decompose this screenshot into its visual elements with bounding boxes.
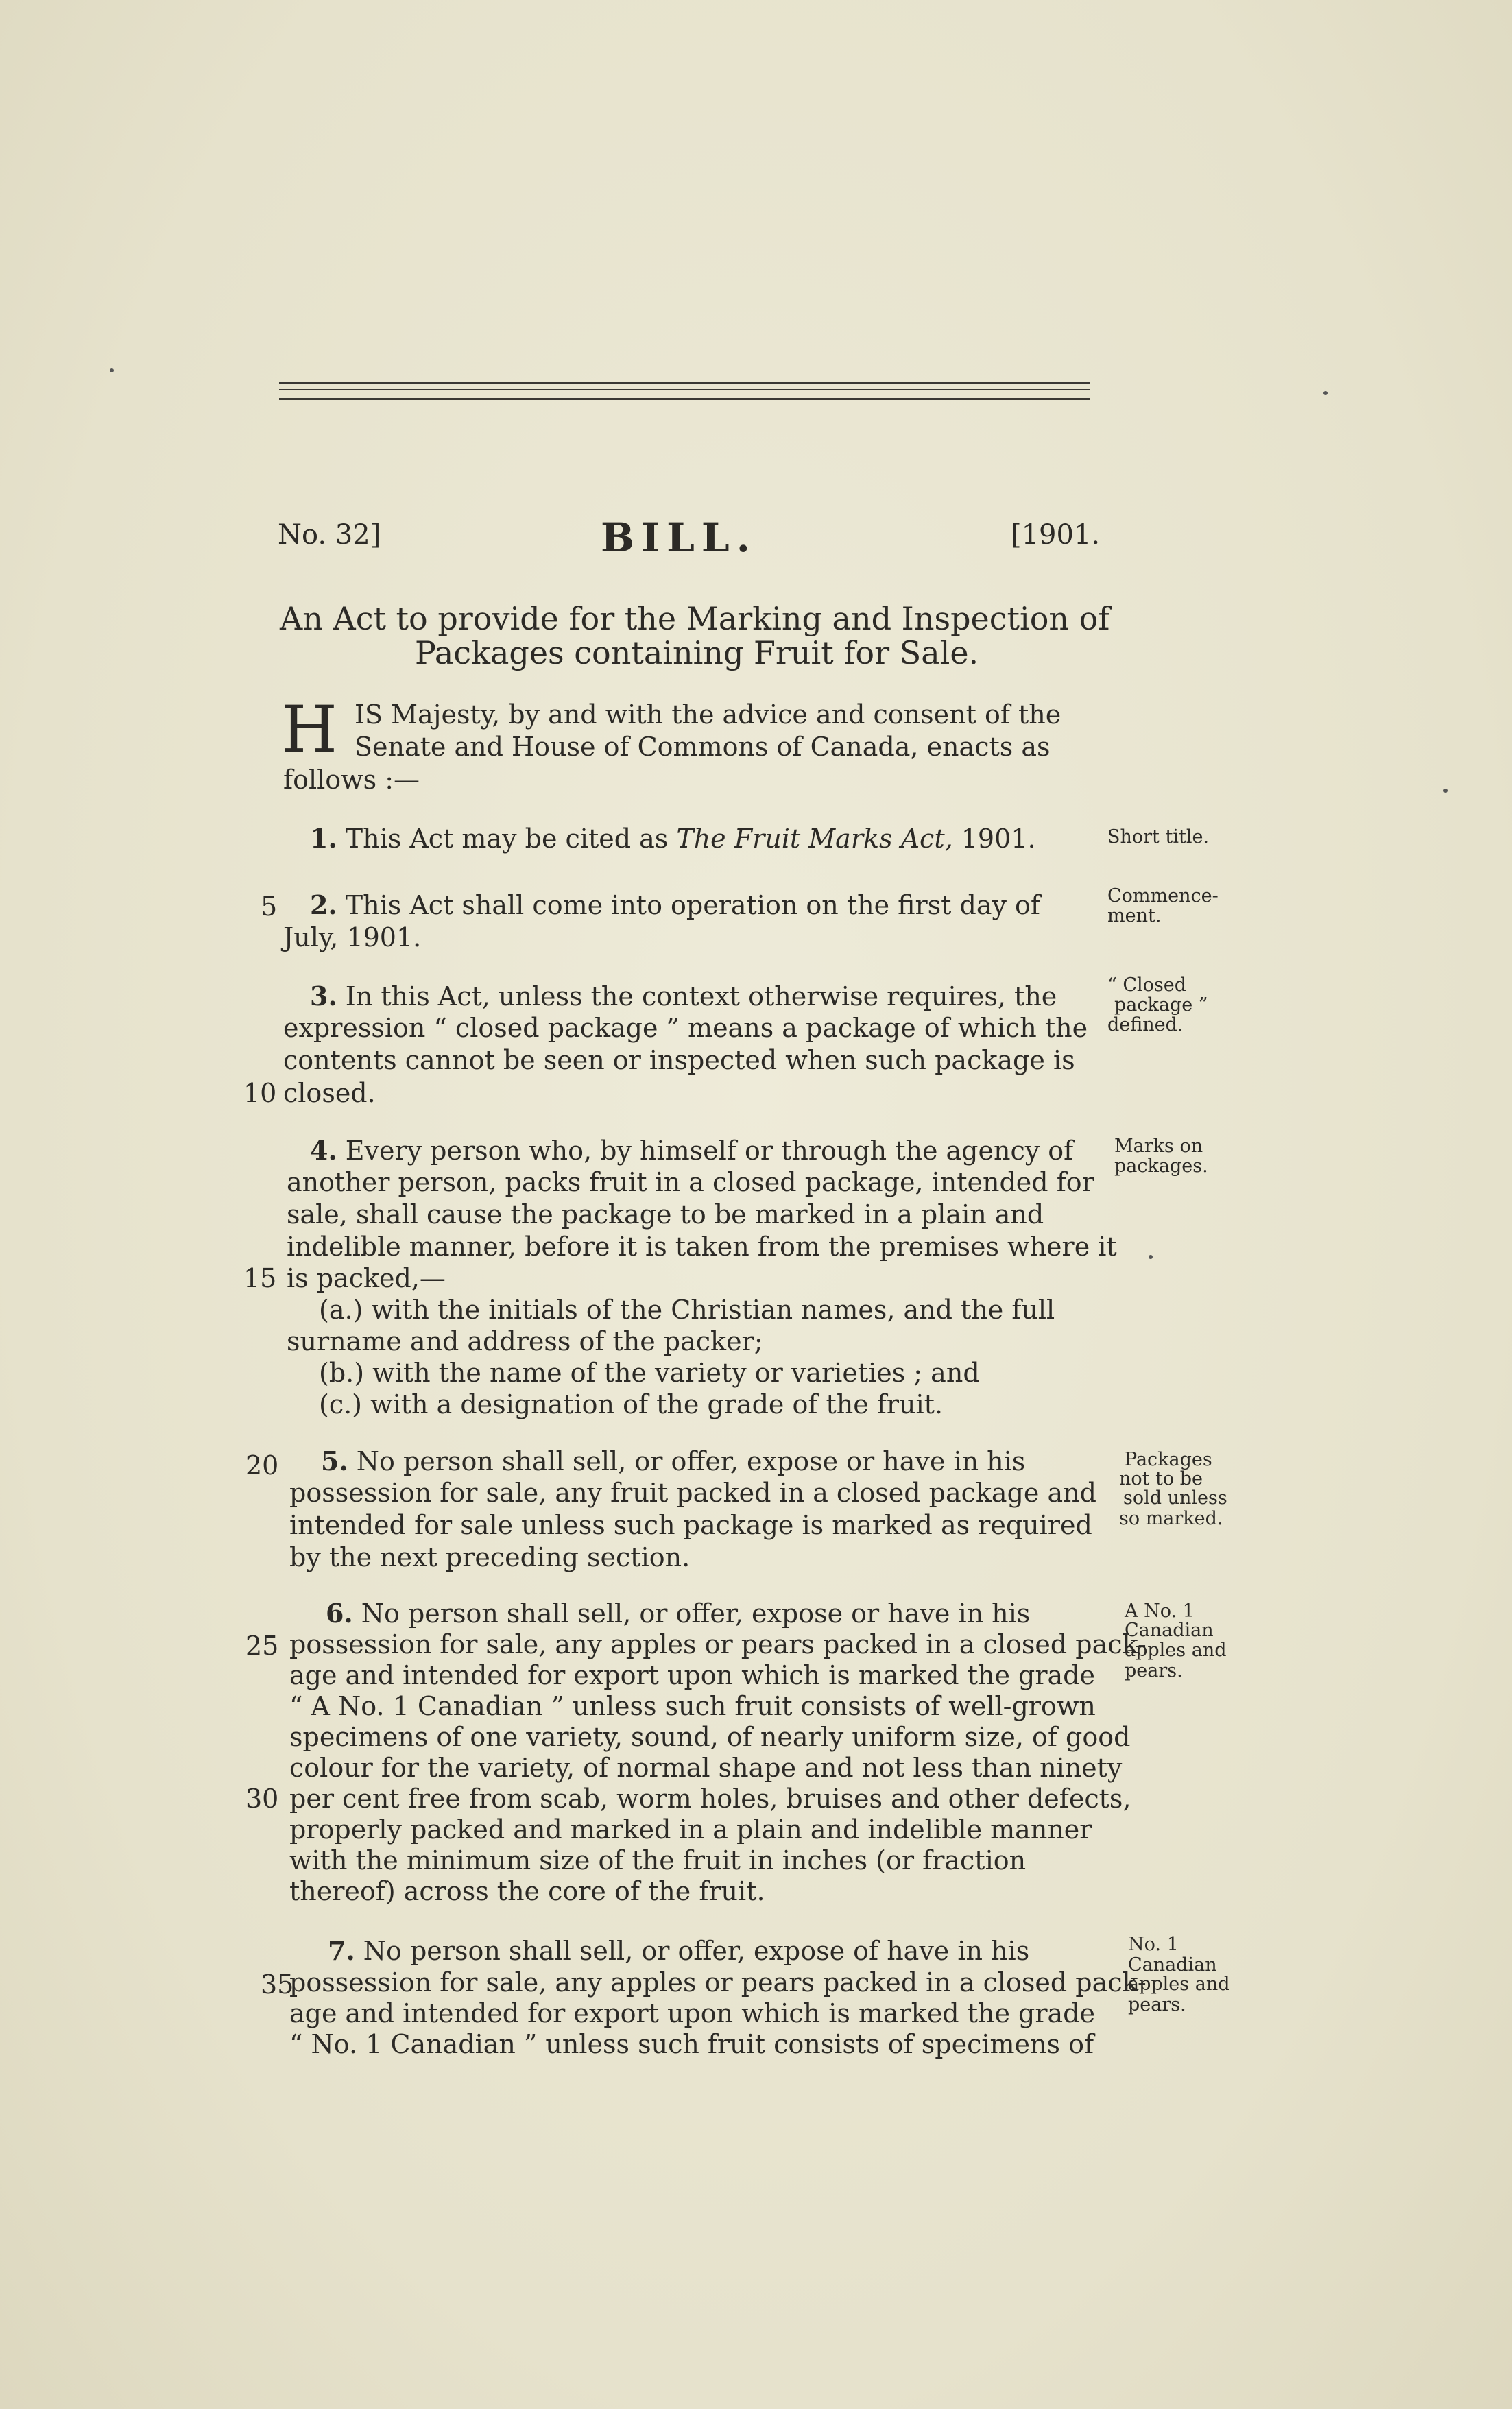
- section-4-line: [310, 1135, 1073, 1166]
- preamble-dropcap: H: [281, 693, 337, 767]
- section-6-line: with the minimum size of the fruit in inches (or fraction: [289, 1845, 1027, 1875]
- margin-note: apples and: [1128, 1974, 1230, 1995]
- section-5-line: intended for sale unless such package is marked as required: [289, 1510, 1092, 1540]
- section-3-line: [310, 981, 1057, 1011]
- section-6-line: possession for sale, any apples or pears packed in a closed pack-: [289, 1629, 1147, 1659]
- section-text: Every person who, by himself or through the agency of: [345, 1136, 1074, 1166]
- line-number: 5: [261, 891, 278, 922]
- margin-note: Canadian: [1128, 1954, 1217, 1976]
- section-1-line: [310, 823, 1036, 854]
- section-4-line: (a.) with the initials of the Christian names, and the full: [319, 1295, 1055, 1325]
- paper-speck: [1443, 789, 1448, 793]
- section-number: 6.: [326, 1598, 353, 1629]
- line-number: 35: [261, 1969, 294, 2000]
- section-6-line: properly packed and marked in a plain and indelible manner: [289, 1814, 1092, 1845]
- margin-note: pears.: [1128, 1994, 1186, 2015]
- margin-note: Marks on: [1114, 1136, 1203, 1157]
- section-7-line: [328, 1935, 1029, 1966]
- margin-note: Commence-: [1107, 885, 1219, 907]
- section-4-line: sale, shall cause the package to be marked in a plain and: [287, 1199, 1044, 1230]
- section-4-line: surname and address of the packer;: [287, 1326, 763, 1356]
- section-text: No person shall sell, or offer, expose or have in his: [361, 1598, 1031, 1629]
- line-number: 15: [243, 1263, 277, 1293]
- section-6-line: per cent free from scab, worm holes, bruises and other defects,: [289, 1784, 1131, 1814]
- margin-note: Packages: [1125, 1449, 1212, 1470]
- header-rule-top: [279, 382, 1090, 384]
- margin-note: A No. 1: [1125, 1601, 1195, 1622]
- bill-heading: BILL.: [601, 514, 757, 561]
- line-number: 30: [245, 1784, 279, 1814]
- section-3-line: contents cannot be seen or inspected when such package is: [283, 1045, 1075, 1075]
- section-6-line: colour for the variety, of normal shape and not less than ninety: [289, 1753, 1123, 1783]
- margin-note: defined.: [1107, 1014, 1184, 1035]
- section-4-line: another person, packs fruit in a closed package, intended for: [287, 1167, 1094, 1197]
- section-text: No person shall sell, or offer, expose or have in his: [356, 1446, 1026, 1476]
- section-7-line: age and intended for export upon which is marked the grade: [289, 1998, 1095, 2028]
- section-6-line: “ A No. 1 Canadian ” unless such fruit consists of well-grown: [289, 1691, 1096, 1721]
- margin-note: so marked.: [1119, 1508, 1223, 1529]
- margin-note: package ”: [1114, 994, 1208, 1016]
- section-2-line: July, 1901.: [283, 922, 422, 952]
- section-7-line: possession for sale, any apples or pears packed in a closed pack-: [289, 1967, 1147, 1998]
- margin-note: ment.: [1107, 905, 1162, 926]
- section-7-line: “ No. 1 Canadian ” unless such fruit consists of specimens of: [289, 2029, 1094, 2059]
- section-3-line: closed.: [283, 1078, 376, 1108]
- section-5-line: [321, 1446, 1025, 1476]
- section-number: 5.: [321, 1446, 348, 1476]
- margin-note: Canadian: [1125, 1620, 1214, 1641]
- line-number: 10: [243, 1078, 277, 1108]
- section-number: 3.: [310, 981, 337, 1011]
- act-title-line-2: Packages containing Fruit for Sale.: [415, 634, 979, 671]
- paper-speck: [1323, 391, 1328, 395]
- margin-note: sold unless: [1123, 1487, 1227, 1509]
- section-4-line: (c.) with a designation of the grade of the fruit.: [319, 1389, 944, 1419]
- margin-note: Short title.: [1107, 826, 1210, 848]
- margin-note: not to be: [1119, 1468, 1203, 1489]
- section-2-line: [310, 889, 1040, 920]
- section-number: 4.: [310, 1135, 337, 1166]
- header-rule-middle: [279, 389, 1090, 390]
- section-text: 1901.: [952, 824, 1036, 854]
- section-text: No person shall sell, or offer, expose of have in his: [363, 1936, 1030, 1966]
- margin-note: pears.: [1125, 1660, 1183, 1681]
- section-5-line: by the next preceding section.: [289, 1542, 691, 1572]
- section-text: In this Act, unless the context otherwise requires, the: [345, 981, 1057, 1011]
- section-text: This Act may be cited as: [345, 824, 677, 854]
- section-5-line: possession for sale, any fruit packed in a closed package and: [289, 1478, 1096, 1508]
- section-number: 1.: [310, 823, 337, 854]
- section-6-line: age and intended for export upon which is marked the grade: [289, 1660, 1095, 1690]
- paper-speck: [110, 368, 114, 372]
- section-6-line: specimens of one variety, sound, of nearly uniform size, of good: [289, 1722, 1131, 1752]
- header-rule-bottom: [279, 398, 1090, 400]
- section-text: This Act shall come into operation on the first day of: [345, 890, 1040, 920]
- section-6-line: [326, 1598, 1030, 1629]
- paper-speck: [1149, 1255, 1153, 1259]
- margin-note: packages.: [1114, 1155, 1208, 1177]
- preamble-line: IS Majesty, by and with the advice and consent of the: [355, 699, 1061, 730]
- line-number: 25: [245, 1631, 279, 1661]
- act-title-line-1: An Act to provide for the Marking and Inspection of: [280, 600, 1110, 637]
- section-4-line: is packed,—: [287, 1263, 446, 1293]
- section-3-line: expression “ closed package ” means a package of which the: [283, 1013, 1088, 1043]
- margin-note: “ Closed: [1107, 974, 1187, 996]
- margin-note: apples and: [1125, 1640, 1227, 1661]
- section-number: 7.: [328, 1935, 355, 1966]
- act-short-title: The Fruit Marks Act,: [676, 824, 953, 854]
- preamble-line: Senate and House of Commons of Canada, enacts as: [355, 732, 1051, 762]
- section-4-line: (b.) with the name of the variety or varieties ; and: [319, 1358, 980, 1388]
- section-number: 2.: [310, 889, 337, 920]
- preamble-line: follows :—: [283, 765, 420, 795]
- bill-year: [1901.: [1011, 519, 1101, 551]
- section-6-line: thereof) across the core of the fruit.: [289, 1876, 765, 1906]
- section-4-line: indelible manner, before it is taken from the premises where it: [287, 1232, 1117, 1262]
- line-number: 20: [245, 1450, 279, 1481]
- margin-note: No. 1: [1128, 1934, 1179, 1955]
- bill-number: No. 32]: [278, 519, 381, 551]
